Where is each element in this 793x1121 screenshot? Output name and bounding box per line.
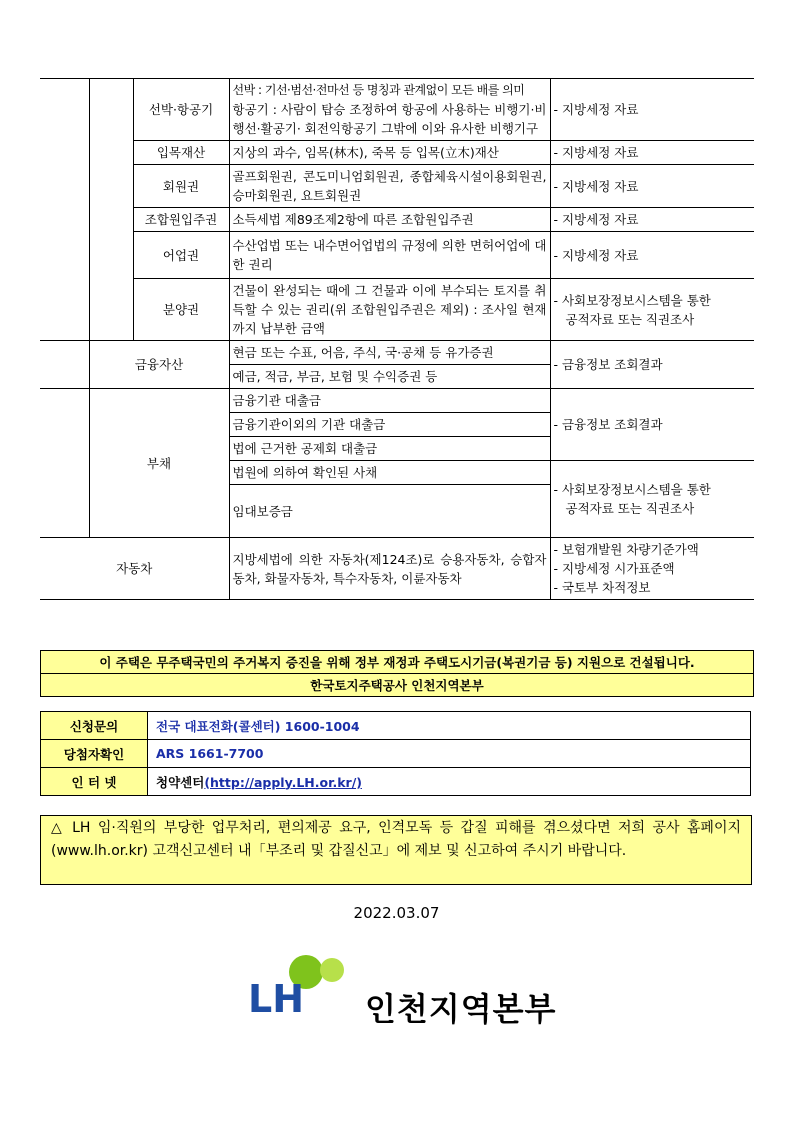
asset-description: 법에 근거한 공제회 대출금 [229,437,550,461]
asset-source: - 금융정보 조회결과 [550,341,754,389]
winner-check-label: 당첨자확인 [41,740,148,768]
winner-check-value: ARS 1661-7700 [148,740,751,768]
asset-source: - 보험개발원 차량기준가액 - 지방세정 시가표준액 - 국토부 차적정보 [550,538,754,600]
asset-description: 건물이 완성되는 때에 그 건물과 이에 부수되는 토지를 취득할 수 있는 권리(위 조합원입주권은 제외) : 조사일 현재까지 납부한 금액 [229,279,550,341]
logo-text: LH [248,977,305,1021]
asset-source: - 사회보장정보시스템을 통한 공적자료 또는 직권조사 [550,461,754,538]
asset-description: 법원에 의하여 확인된 사채 [229,461,550,485]
asset-category: 금융자산 [89,341,229,389]
asset-description: 금융기관 대출금 [229,389,550,413]
internet-label: 인 터 넷 [41,768,148,796]
asset-description: 골프회원권, 콘도미니엄회원권, 종합체육시설이용회원권, 승마회원권, 요트회원권 [229,165,550,208]
asset-description: 지상의 과수, 임목(林木), 죽목 등 입목(立木)재산 [229,141,550,165]
asset-category: 선박·항공기 [133,79,229,141]
asset-category: 조합원입주권 [133,208,229,232]
asset-category: 입목재산 [133,141,229,165]
internet-value [148,768,751,796]
internet-prefix: 청약센터 [156,774,205,790]
notice-org: 한국토지주택공사 인천지역본부 [41,674,754,697]
document-date: 2022.03.07 [353,904,440,922]
asset-description: 임대보증금 [229,485,550,538]
notice-box [40,650,754,697]
apply-center-link[interactable]: (http://apply.LH.or.kr/) [204,774,362,790]
region-name: 인천지역본부 [365,990,557,1028]
table-spacer-cell [40,341,89,389]
notice-line: 이 주택은 무주택국민의 주거복지 증진을 위해 정부 재정과 주택도시기금(복권기금 등) 지원으로 건설됩니다. [41,651,754,674]
logo-green-circle-small [320,958,344,982]
asset-source: - 사회보장정보시스템을 통한 공적자료 또는 직권조사 [550,279,754,341]
asset-source: - 지방세정 자료 [550,232,754,279]
asset-source: - 지방세정 자료 [550,208,754,232]
asset-category: 부채 [89,389,229,538]
asset-category: 회원권 [133,165,229,208]
table-spacer-cell [89,79,133,341]
asset-description: 지방세법에 의한 자동차(제124조)로 승용자동차, 승합자동차, 화물자동차, 특수자동차, 이륜자동차 [229,538,550,600]
asset-description: 금융기관이외의 기관 대출금 [229,413,550,437]
asset-description: 선박 : 기선·범선·전마선 등 명칭과 관계없이 모든 배를 의미 항공기 : 사람이 탑승 조정하여 항공에 사용하는 비행기·비행선·활공기· 회전익항공기 그밖에 이와 유사한 비행기구 [229,79,550,141]
inquiry-value: 전국 대표전화(콜센터) 1600-1004 [148,712,751,740]
asset-source: - 금융정보 조회결과 [550,389,754,461]
inquiry-label: 신청문의 [41,712,148,740]
abuse-report-notice: △ LH 임·직원의 부당한 업무처리, 편의제공 요구, 인격모독 등 갑질 피해를 겪으셨다면 저희 공사 홈페이지(www.lh.or.kr) 고객신고센터 내「부조리 및 갑질신고」에 제보 및 신고하여 주시기 바랍니다. [40,815,752,885]
asset-category: 자동차 [40,538,229,600]
asset-description: 예금, 적금, 부금, 보험 및 수익증권 등 [229,365,550,389]
asset-description: 소득세법 제89조제2항에 따른 조합원입주권 [229,208,550,232]
asset-description: 현금 또는 수표, 어음, 주식, 국·공채 등 유가증권 [229,341,550,365]
asset-source: - 지방세정 자료 [550,79,754,141]
table-spacer-cell [40,79,89,341]
asset-table [40,78,754,600]
table-spacer-cell [40,389,89,538]
asset-description: 수산업법 또는 내수면어업법의 규정에 의한 면허어업에 대한 권리 [229,232,550,279]
asset-source: - 지방세정 자료 [550,141,754,165]
contact-table [40,711,751,796]
asset-category: 어업권 [133,232,229,279]
asset-source: - 지방세정 자료 [550,165,754,208]
asset-category: 분양권 [133,279,229,341]
